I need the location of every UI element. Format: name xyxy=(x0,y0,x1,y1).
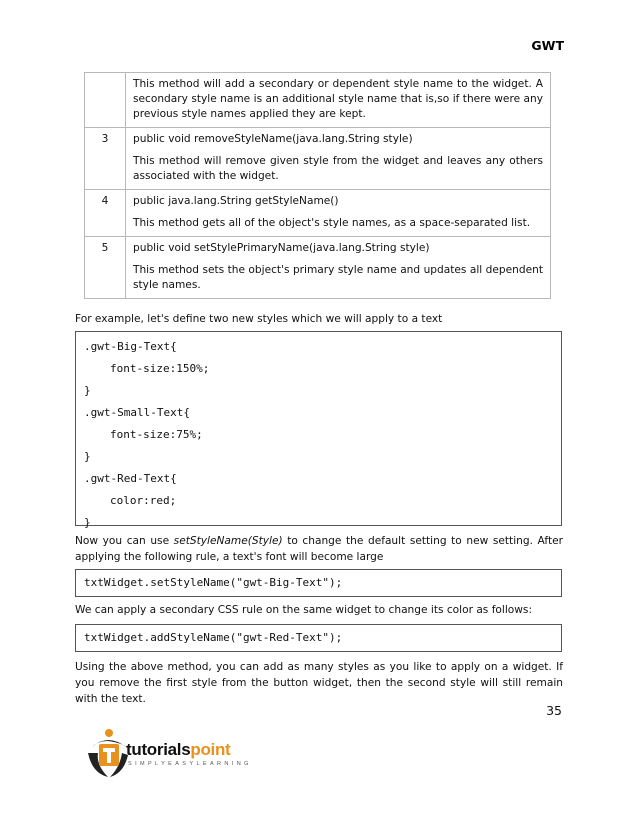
set-style-code-block xyxy=(75,569,562,597)
intro-paragraph: For example, let's define two new styles which we will apply to a text xyxy=(75,313,443,325)
code-line: txtWidget.setStyleName("gwt-Big-Text"); xyxy=(84,576,343,589)
method-signature: public void removeStyleName(java.lang.String style) xyxy=(133,133,413,145)
method-reference: setStyleName(Style) xyxy=(173,535,283,547)
code-line: txtWidget.addStyleName("gwt-Red-Text"); xyxy=(84,631,343,644)
code-line: color:red; xyxy=(110,494,177,507)
secondary-rule-paragraph: We can apply a secondary CSS rule on the same widget to change its color as follows: xyxy=(75,604,533,616)
table-row xyxy=(85,237,551,299)
method-description: This method will remove given style from the widget and leaves any others associated with the widget. xyxy=(133,155,543,182)
method-signature: public java.lang.String getStyleName() xyxy=(133,195,339,207)
paragraph-text: to change the default setting to new setting. After applying the following rule, a text's font will become large xyxy=(75,535,563,563)
row-number-cell: 5 xyxy=(85,237,126,299)
paragraph-text: Now you can use xyxy=(75,535,174,547)
code-line: } xyxy=(84,450,91,463)
code-line: } xyxy=(84,384,91,397)
code-line: } xyxy=(84,516,91,529)
logo-word-tutorials: tutorials xyxy=(126,740,191,759)
table-row xyxy=(85,190,551,237)
code-line: font-size:75%; xyxy=(110,428,203,441)
running-header-title: GWT xyxy=(531,38,564,53)
row-number-cell: 4 xyxy=(85,190,126,237)
table-row xyxy=(85,73,551,128)
method-cell xyxy=(126,128,551,190)
row-number-cell xyxy=(85,73,126,128)
methods-table xyxy=(84,72,551,299)
logo-wordmark xyxy=(126,740,230,760)
method-description: This method sets the object's primary style name and updates all dependent style names. xyxy=(133,264,543,291)
css-code-block xyxy=(75,331,562,529)
method-cell xyxy=(126,190,551,237)
logo-tagline: SIMPLYEASYLEARNING xyxy=(128,761,252,767)
code-line: .gwt-Big-Text{ xyxy=(84,340,177,353)
closing-paragraph: Using the above method, you can add as many styles as you like to apply on a widget. If you remove the first style from the button widget, then the second style will still remain with the text. xyxy=(75,661,563,705)
method-description: This method will add a secondary or dependent style name to the widget. A secondary style name is an additional style name that is,so if there were any previous style names applied they are kept. xyxy=(133,78,543,120)
code-line: .gwt-Small-Text{ xyxy=(84,406,190,419)
method-description: This method gets all of the object's style names, as a space-separated list. xyxy=(133,217,531,229)
method-signature: public void setStylePrimaryName(java.lang.String style) xyxy=(133,242,430,254)
method-cell xyxy=(126,73,551,128)
table-row xyxy=(85,128,551,190)
row-number-cell: 3 xyxy=(85,128,126,190)
method-cell xyxy=(126,237,551,299)
page-number: 35 xyxy=(546,703,562,718)
logo-word-point: point xyxy=(190,740,231,759)
code-line: .gwt-Red-Text{ xyxy=(84,472,177,485)
set-style-paragraph xyxy=(75,533,563,565)
add-style-code-block xyxy=(75,624,562,652)
code-line: font-size:150%; xyxy=(110,362,210,375)
